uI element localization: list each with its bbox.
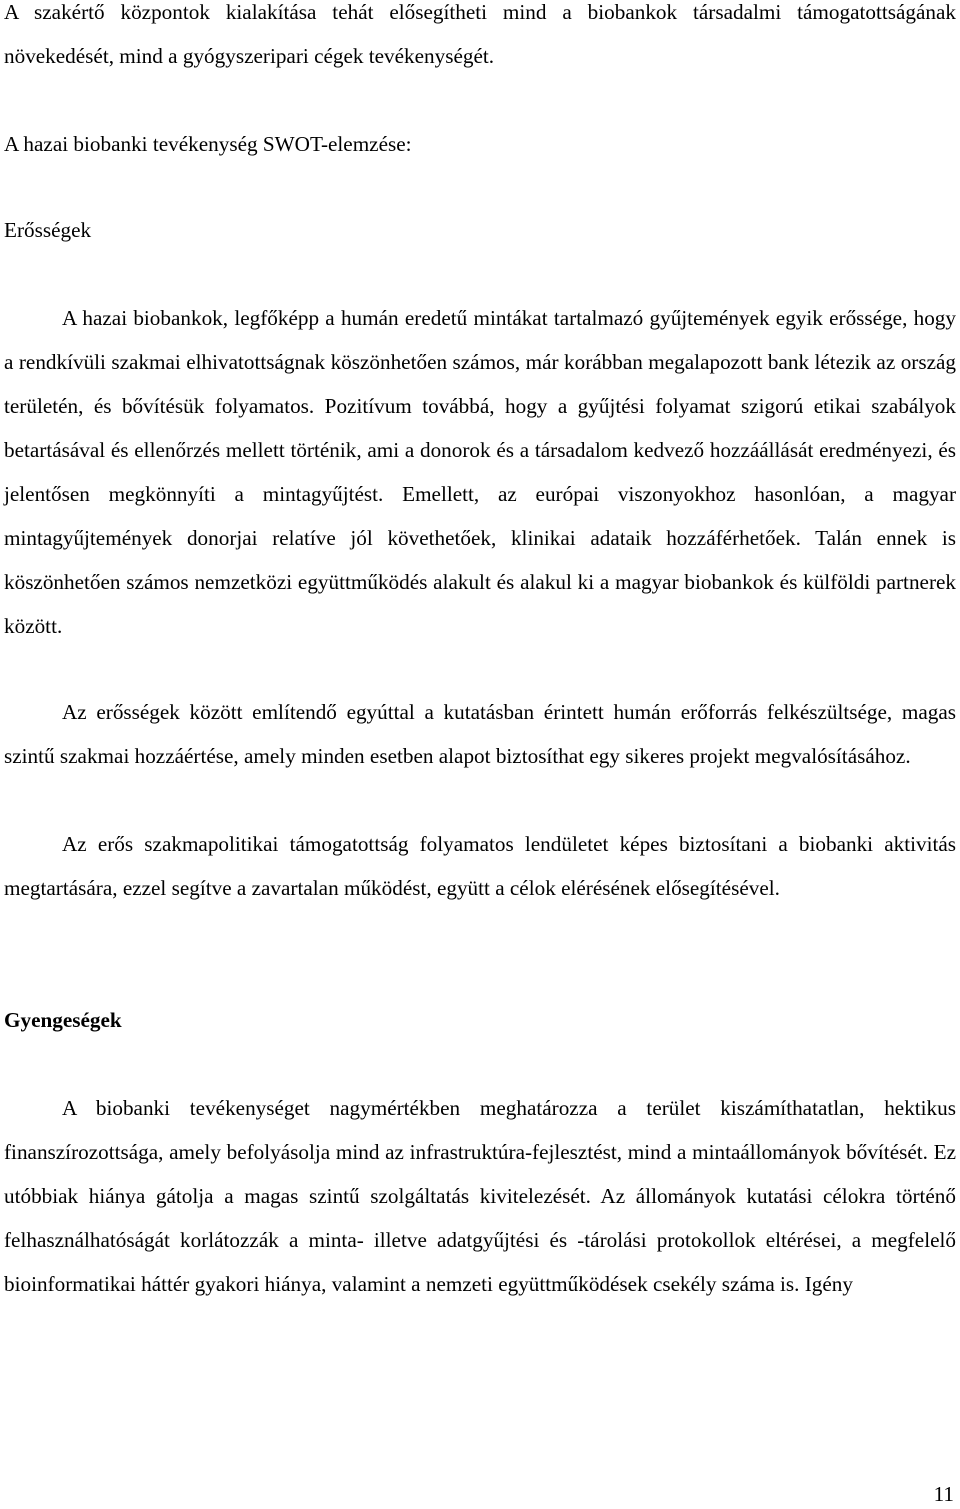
page-number: 11 — [933, 1482, 954, 1506]
weaknesses-paragraph-1: A biobanki tevékenységet nagymértékben meghatározza a terület kiszámíthatatlan, hektikus finanszírozottsága, amely befolyásolja mind az infrastruktúra-fejlesztést, mind a mintaállományok bővítését. Ez utóbbiak hiánya gátolja a magas szintű szolgáltatás kivitelezését. Az állományok kutatási célokra történő felhasználhatóságát korlátozzák a minta- illetve adatgyűjtési és -tárolási protokollok eltérései, a megfelelő bioinformatikai háttér gyakori hiánya, valamint a nemzeti együttműködések csekély száma is. Igény — [4, 1096, 956, 1296]
intro-paragraph: A szakértő központok kialakítása tehát elősegítheti mind a biobankok társadalmi támogatottságának növekedését, mind a gyógyszeripari cégek tevékenységét. — [4, 0, 956, 68]
strengths-paragraph-1: A hazai biobankok, legfőképp a humán eredetű mintákat tartalmazó gyűjtemények egyik erőssége, hogy a rendkívüli szakmai elhivatottságnak köszönhetően számos, már korábban megalapozott bank létezik az ország területén, és bővítésük folyamatos. Pozitívum továbbá, hogy a gyűjtési folyamat szigorú etikai szabályok betartásával és ellenőrzés mellett történik, ami a donorok és a társadalom kedvező hozzáállását eredményezi, és jelentősen megkönnyíti a mintagyűjtést. Emellett, az európai viszonyokhoz hasonlóan, a magyar mintagyűjtemények donorjai relatíve jól követhetőek, klinikai adataik hozzáférhetőek. Talán ennek is köszönhetően számos nemzetközi együttműködés alakult és alakul ki a magyar biobankok és külföldi partnerek között. — [4, 306, 956, 638]
swot-title: A hazai biobanki tevékenység SWOT-elemzése: — [4, 132, 412, 156]
strengths-heading: Erősségek — [4, 218, 92, 242]
strengths-paragraph-2: Az erősségek között említendő egyúttal a kutatásban érintett humán erőforrás felkészültsége, magas szintű szakmai hozzáértése, amely minden esetben alapot biztosíthat egy sikeres projekt megvalósításához. — [4, 700, 956, 768]
strengths-paragraph-3: Az erős szakmapolitikai támogatottság folyamatos lendületet képes biztosítani a biobanki aktivitás megtartására, ezzel segítve a zavartalan működést, együtt a célok elérésének elősegítésével. — [4, 832, 956, 900]
weaknesses-heading: Gyengeségek — [4, 1008, 122, 1032]
